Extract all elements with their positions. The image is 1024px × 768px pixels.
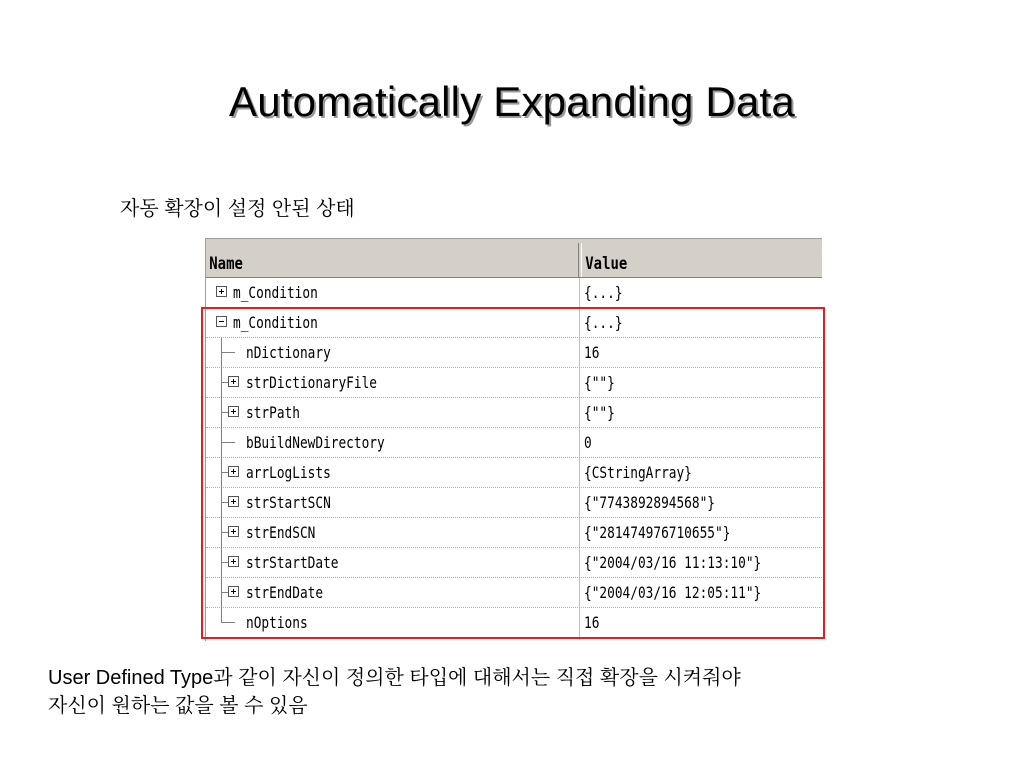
variable-name: m_Condition	[233, 313, 318, 332]
footnote-line-2: 자신이 원하는 값을 볼 수 있음	[48, 695, 308, 717]
variable-name: strStartSCN	[246, 493, 331, 512]
variable-name: strPath	[246, 403, 300, 422]
variable-value[interactable]: {"2004/03/16 11:13:10"}	[584, 553, 762, 572]
variable-value[interactable]: {""}	[584, 373, 615, 392]
variable-name: strEndDate	[246, 583, 324, 602]
variable-name: nOptions	[246, 613, 308, 632]
slide-title: Automatically Expanding Data	[229, 78, 795, 125]
variable-value[interactable]: {"2004/03/16 12:05:11"}	[584, 583, 762, 602]
variable-name: strDictionaryFile	[246, 373, 378, 392]
expand-plus-icon[interactable]	[216, 286, 227, 297]
variable-value[interactable]: {"281474976710655"}	[584, 523, 731, 542]
variable-value[interactable]: {...}	[584, 283, 623, 302]
watch-row[interactable]	[206, 278, 822, 308]
slide-subtitle: 자동 확장이 설정 안된 상태	[120, 198, 355, 220]
highlight-box	[201, 307, 825, 639]
footnote	[48, 664, 741, 720]
column-header-name[interactable]: Name	[209, 254, 243, 274]
column-header-value[interactable]: Value	[585, 254, 628, 274]
variable-name: arrLogLists	[246, 463, 331, 482]
variable-value[interactable]: 0	[584, 433, 592, 452]
variable-name: strStartDate	[246, 553, 339, 572]
variable-value[interactable]: {"7743892894568"}	[584, 493, 716, 512]
watch-header	[206, 239, 822, 278]
variable-value[interactable]: {CStringArray}	[584, 463, 692, 482]
variable-value[interactable]: 16	[584, 613, 600, 632]
variable-name: bBuildNewDirectory	[246, 433, 385, 452]
variable-name: m_Condition	[233, 283, 318, 302]
footnote-line-1: User Defined Type과 같이 자신이 정의한 타입에 대해서는 직접 확장을 시켜줘야	[48, 667, 741, 689]
variable-value[interactable]: {""}	[584, 403, 615, 422]
variable-value[interactable]: {...}	[584, 313, 623, 332]
variable-value[interactable]: 16	[584, 343, 600, 362]
variable-name: nDictionary	[246, 343, 331, 362]
variable-name: strEndSCN	[246, 523, 316, 542]
